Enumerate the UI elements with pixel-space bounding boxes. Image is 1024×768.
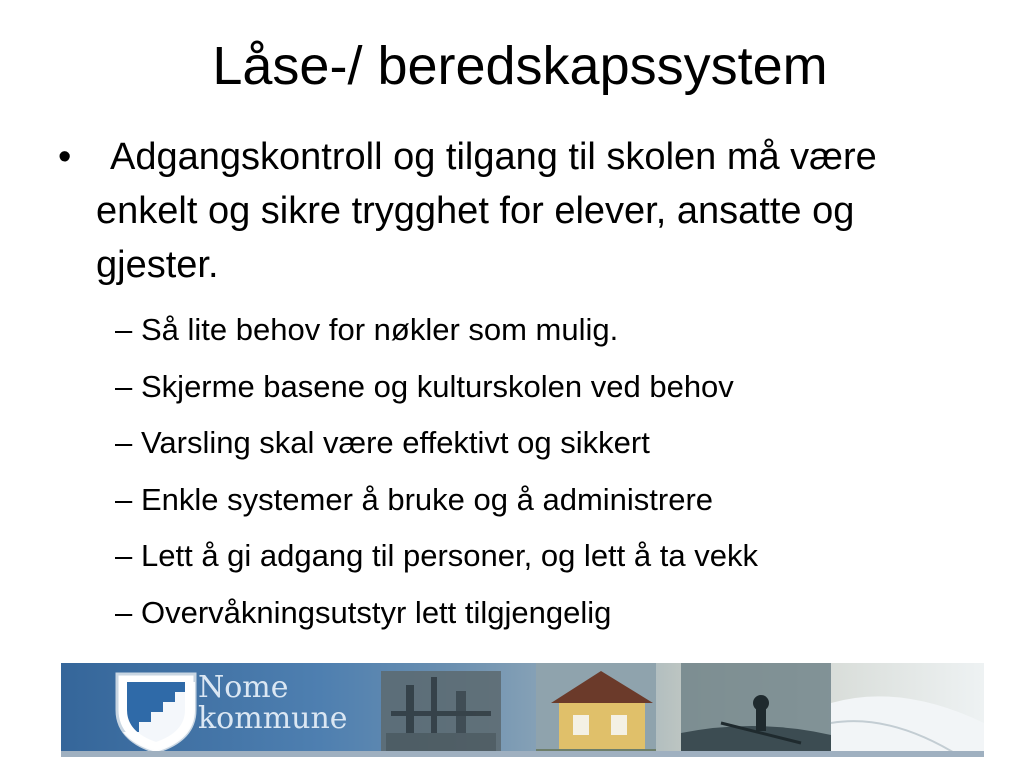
- house-photo: [536, 663, 656, 757]
- slide-content: [0, 130, 1024, 641]
- logo-line-1: Nome: [198, 670, 289, 705]
- sub-item: [0, 302, 1024, 359]
- footer-banner: [61, 663, 984, 757]
- ski-photo: [831, 696, 984, 757]
- sub-list: [0, 302, 1024, 641]
- rower-photo: [681, 663, 831, 757]
- sub-item: [0, 585, 1024, 642]
- industrial-photo: [381, 671, 501, 757]
- photo-collage: [361, 663, 984, 757]
- sub-item: [0, 359, 1024, 416]
- sub-dash: –: [115, 368, 133, 404]
- sub-item-text: Varsling skal være effektivt og sikkert: [141, 425, 650, 460]
- sub-item-text: Overvåkningsutstyr lett tilgjengelig: [141, 594, 612, 630]
- main-bullet: [0, 130, 1024, 292]
- sub-dash: –: [115, 312, 133, 347]
- bullet-text: Adgangskontroll og tilgang til skolen må være enkelt og sikre trygghet for elever, ansatte og gjester.: [96, 136, 877, 286]
- sub-dash: –: [115, 481, 133, 517]
- sub-item: [0, 472, 1024, 529]
- sub-dash: –: [115, 538, 133, 573]
- municipal-coat-of-arms-icon: [113, 670, 199, 754]
- sub-item: [0, 528, 1024, 585]
- logo-line-2: kommune: [198, 701, 348, 736]
- sub-dash: –: [115, 594, 133, 630]
- sub-item-text: Lett å gi adgang til personer, og lett å ta vekk: [141, 538, 758, 573]
- sub-item: [0, 415, 1024, 472]
- sub-item-text: Enkle systemer å bruke og å administrere: [141, 481, 714, 517]
- banner-bottom-band: [61, 751, 984, 757]
- bullet-marker: •: [58, 136, 72, 178]
- municipality-logo-text: [198, 670, 348, 736]
- sub-item-text: Skjerme basene og kulturskolen ved behov: [141, 368, 734, 404]
- slide-title: Låse-/ beredskapssystem: [212, 36, 828, 96]
- sub-item-text: Så lite behov for nøkler som mulig.: [141, 312, 619, 347]
- sub-dash: –: [115, 425, 133, 460]
